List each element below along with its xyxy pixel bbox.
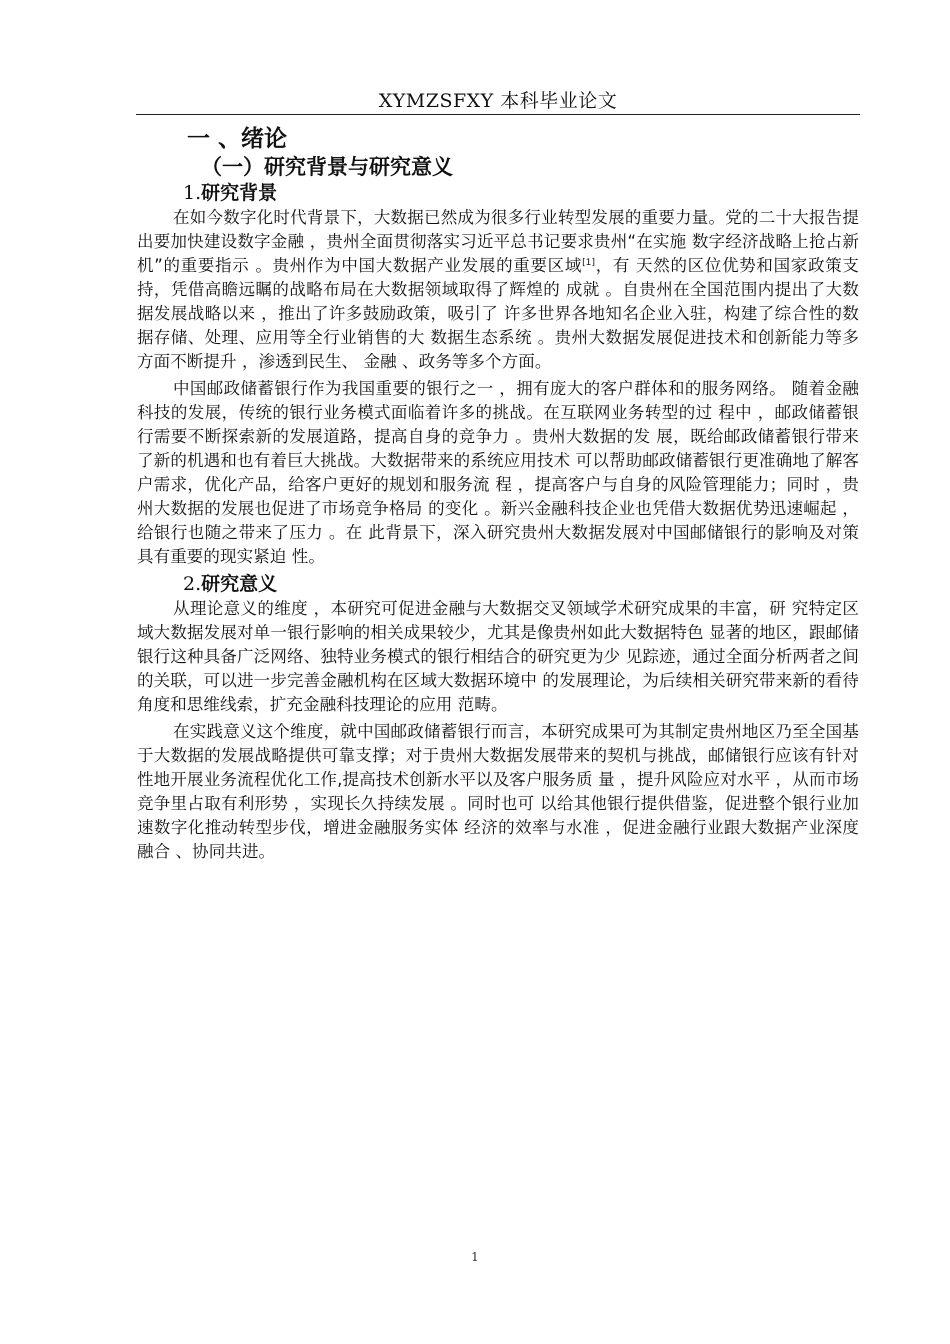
paragraph: 中国邮政储蓄银行作为我国重要的银行之一 ，拥有庞大的客户群体和的服务网络。 随着金融科技的发展，传统的银行业务模式面临着许多的挑战。在互联网业务转型的过 程中 ，邮政储蓄银行需要不断探索新的发展道路，提高自身的竞争力 。贵州大数据的发 展，既给邮政储蓄银行带来了新的机遇和也有着巨大挑战。大数据带来的系统应用技术 可以帮助邮政储蓄银行更准确地了解客户需求，优化产品，给客户更好的规划和服务流 程 ，提高客户与自身的风险管理能力；同时 ，贵州大数据的发展也促进了市场竞争格局 的变化 。新兴金融科技企业也凭借大数据优势迅速崛起 ，给银行也随之带来了压力 。在 此背景下，深入研究贵州大数据发展对中国邮储银行的影响及对策具有重要的现实紧迫 性。 [137, 379, 859, 566]
subsection-heading-background [183, 180, 859, 206]
heading-number: 2. [183, 573, 202, 595]
heading-text: 研究意义 [201, 573, 278, 595]
section-title: （一）研究背景与研究意义 [201, 155, 453, 179]
subsection-heading-significance [183, 571, 859, 597]
header-divider [136, 114, 860, 115]
citation: [1] [582, 258, 596, 268]
paragraph [137, 206, 859, 374]
document-body [137, 124, 859, 864]
paragraph-text: 在如今数字化时代背景下，大数据已然成为很多行业转型发展的重要力量。党的二十大报告提出要加快建设数字金融 ，贵州全面贯彻落实习近平总书记要求贵州“在实施 数字经济战略上抢占新机”的重要指示 。贵州作为中国大数据产业发展的重要区域 [137, 208, 859, 275]
paragraph: 在实践意义这个维度，就中国邮政储蓄银行而言，本研究成果可为其制定贵州地区乃至全国基于大数据的发展战略提供可靠支撑；对于贵州大数据发展带来的契机与挑战，邮储银行应该有针对性地开展业务流程优化工作,提高技术创新水平以及客户服务质 量 ，提升风险应对水平 ，从而市场竞争里占取有利形势 ，实现长久持续发展 。同时也可 以给其他银行提供借鉴，促进整个银行业加速数字化推动转型步伐，增进金融服务实体 经济的效率与水准 ，促进金融行业跟大数据产业深度融合 、协同共进。 [137, 722, 859, 861]
paragraph: 从理论意义的维度 ，本研究可促进金融与大数据交叉领域学术研究成果的丰富，研 究特定区域大数据发展对单一银行影响的相关成果较少，尤其是像贵州如此大数据特色 显著的地区，跟邮储银行这种具备广泛网络、独特业务模式的银行相结合的研究更为少 见踪迹，通过全面分析两者之间的关联，可以进一步完善金融机构在区域大数据环境中 的发展理论，为后续相关研究带来新的看待角度和思维线索，扩充金融科技理论的应用 范畴。 [137, 599, 859, 714]
page-header: XYMZSFXY 本科毕业论文 [378, 90, 618, 112]
heading-text: 研究背景 [201, 182, 278, 204]
heading-number: 1. [183, 182, 202, 204]
chapter-title: 一 、绪论 [187, 126, 288, 152]
paragraph-text: ，有 天然的区位优势和国家政策支持，凭借高瞻远瞩的战略布局在大数据领域取得了辉煌的 成就 。自贵州在全国范围内提出了大数据发展战略以来 ，推出了许多鼓励政策，吸引了 许多世界各地知名企业入驻，构建了综合性的数据存储、处理、应用等全行业销售的大 数据生态系统 。贵州大数据发展促进技术和创新能力等多方面不断提升 ，渗透到民生、 金融 、政务等多个方面。 [137, 256, 859, 371]
page-number: 1 [471, 1250, 479, 1264]
